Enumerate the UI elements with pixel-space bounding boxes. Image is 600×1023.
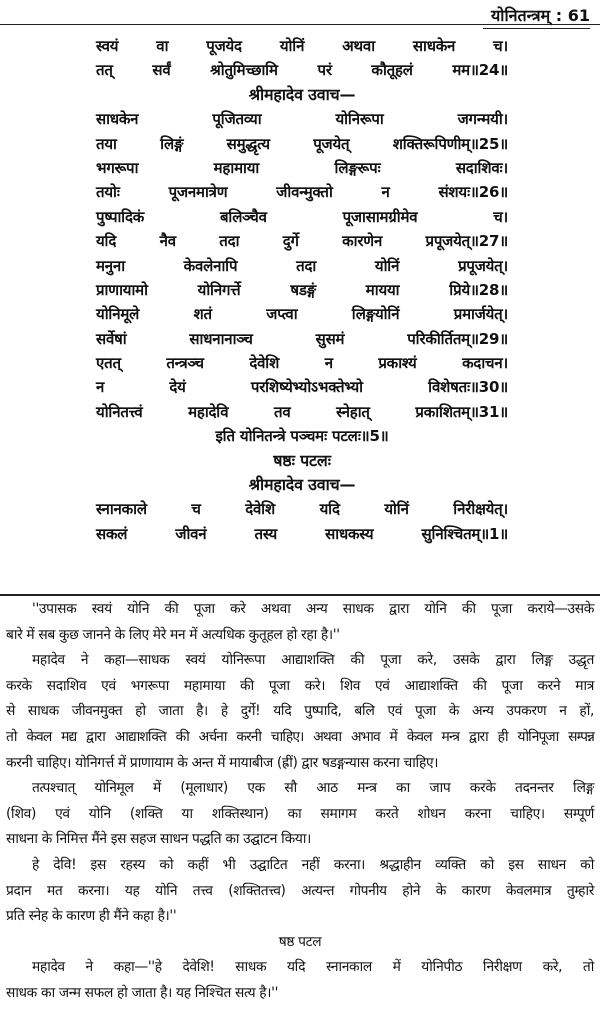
prose-line: (शिव) एवं योनि (शक्ति या शक्तिस्थान) का समागम करते शोधन करना चाहिए। सम्पूर्ण — [6, 805, 594, 822]
prose-line: प्रदान मत करना। यह योनि तत्त्व (शक्तितत्त्व) अत्यन्त गोपनीय होने के कारण केवलमात्र तुम्हारे — [6, 882, 594, 899]
chapter-heading: षष्ठः पटलः — [273, 450, 331, 470]
speaker-heading: श्रीमहादेव उवाच— — [248, 475, 356, 495]
prose-line: हे देवि! इस रहस्य को कहीं भी उद्घाटित नहीं करना। श्रद्धाहीन व्यक्ति को इस साधन को — [32, 856, 594, 873]
prose-line: महादेव ने कहा—''हे देवेशि! साधक यदि स्नानकाल में योनिपीठ निरीक्षण करे, तो — [32, 959, 594, 976]
chapter-colophon: इति योनितन्त्रे पञ्चमः पटलः॥5॥ — [215, 427, 389, 446]
prose-line: तत्पश्चात् योनिमूल में (मूलाधार) एक सौ आठ मन्त्र का जाप करके तदनन्तर लिङ्ग — [32, 780, 594, 797]
verse-line: योनितत्त्वं महादेवि तव स्नेहात् प्रकाशितम्॥31॥ — [96, 402, 508, 421]
prose-line: बारे में सब कुछ जानने के लिए मेरे मन में अत्यधिक कुतूहल हो रहा है।'' — [6, 626, 340, 643]
prose-line: करके सदाशिव एवं भगरूपा महामाया की पूजा करे। शिव एवं आद्याशक्ति की पूजा करने मात्र — [6, 677, 594, 694]
verse-line: स्वयं वा पूजयेद योनिं अथवा साधकेन च। — [96, 37, 508, 55]
verse-line: सकलं जीवनं तस्य साधकस्य सुनिश्चितम्॥1॥ — [96, 524, 508, 543]
speaker-heading: श्रीमहादेव उवाच— — [248, 84, 356, 104]
prose-line: ''उपासक स्वयं योनि की पूजा करे अथवा अन्य साधक द्वारा योनि की पूजा कराये—उसके — [32, 601, 594, 617]
verse-line: मनुना केवलेनापि तदा योनिं प्रपूजयेत्। — [96, 256, 508, 275]
prose-line: साधक का जन्म सफल हो जाता है। यह निश्चित सत्य है।'' — [6, 984, 279, 1001]
verse-line: स्नानकाले च देवेशि यदि योनिं निरीक्षयेत्। — [96, 500, 508, 519]
verse-line: तयोः पूजनमात्रेण जीवन्मुक्तो न संशयः॥26॥ — [96, 183, 508, 202]
prose-line: साधना के निमित्त मैंने इस सहज साधन पद्धति का उद्घाटन किया। — [6, 831, 312, 848]
verse-line: भगरूपा महामाया लिङ्गरूपः सदाशिवः। — [96, 158, 508, 177]
verse-line: एतत् तन्त्रञ्च देवेशि न प्रकाश्यं कदाचन। — [96, 354, 508, 373]
header-rule — [0, 24, 600, 25]
running-header: योनितन्त्रम् : 61 — [483, 4, 590, 29]
section-divider — [0, 594, 600, 596]
verse-line: तत् सर्वं श्रोतुमिच्छामि परं कौतूहलं मम॥24॥ — [96, 61, 508, 80]
verse-line: सर्वेषां साधनानाञ्च सुसमं परिकीर्तितम्॥29॥ — [96, 329, 508, 348]
prose-line: महादेव ने कहा—साधक स्वयं योनिरूपा आद्याशक्ति की पूजा करे, उसके द्वारा लिङ्ग उद्धृत — [32, 652, 594, 669]
verse-line: पुष्पादिकं बलिञ्चैव पूजासामग्रीमेव च। — [96, 207, 508, 226]
verse-line: साधकेन पूजितव्या योनिरूपा जगन्मयी। — [96, 110, 508, 129]
verse-line: यदि नैव तदा दुर्गे कारणेन प्रपूजयेत्॥27॥ — [96, 232, 508, 251]
prose-line: से साधक जीवनमुक्त हो जाता है। हे दुर्गे! यदि पुष्पादि, बलि एवं पूजा के अन्य उपकरण न हों, — [6, 703, 594, 720]
verse-line: योनिमूले शतं जप्त्वा लिङ्गयोनिं प्रमार्जयेत्। — [96, 305, 508, 324]
verse-line: तया लिङ्गं समुद्धृत्य पूजयेत् शक्तिरूपिणीम्॥25॥ — [96, 134, 508, 153]
prose-line: करनी चाहिए। योनिगर्त्त में प्राणायाम के अन्त में मायाबीज (ह्रीं) द्वार षडङ्गन्यास करना चाहिए। — [6, 754, 439, 771]
prose-line: प्रति स्नेह के कारण ही मैंने कहा है।'' — [6, 908, 177, 925]
verse-line: प्राणायामो योनिगर्त्ते षडङ्गं मायया प्रिये॥28॥ — [96, 280, 508, 299]
prose-line: तो केवल मद्य द्वारा आद्याशक्ति की अर्चना करनी चाहिए। अथवा अभाव में केवल मन्त्र द्वारा ही योनिपूजा सम्पन्न — [6, 728, 594, 745]
verse-line: न देयं परशिष्येभ्योऽभक्तेभ्यो विशेषतः॥30॥ — [96, 378, 508, 397]
hindi-translation — [6, 597, 594, 1007]
sanskrit-verses — [96, 34, 508, 546]
chapter-heading-hindi: षष्ठ पटल — [278, 933, 322, 950]
